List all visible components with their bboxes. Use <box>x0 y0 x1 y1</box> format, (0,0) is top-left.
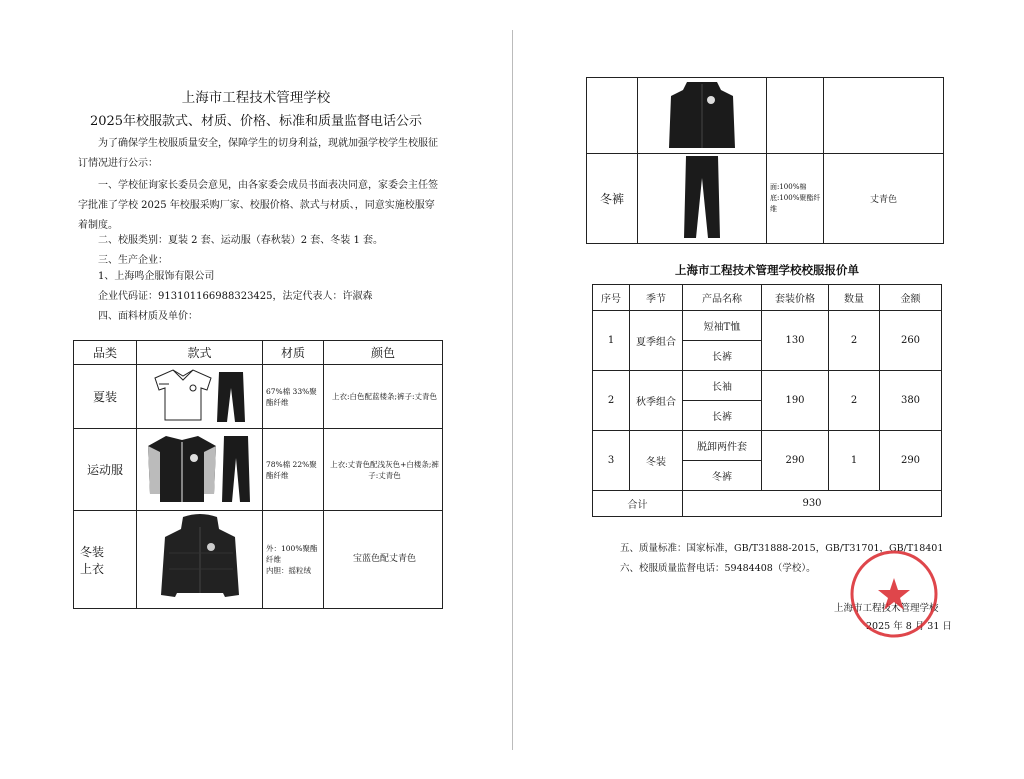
winter-pants-material: 面:100%棉 底:100%聚酯纤维 <box>767 154 824 244</box>
table-row <box>587 154 944 244</box>
col-header: 金额 <box>880 285 942 311</box>
sports-color: 上衣:丈青色配浅灰色+白楼条;裤子:丈青色 <box>324 429 443 511</box>
quality-standard: 五、质量标准：国家标准，GB/T31888-2015，GB/T31701，GB/T18401 <box>620 543 944 554</box>
table-row <box>74 429 443 511</box>
category-sports: 运动服 <box>74 429 137 511</box>
col-header: 序号 <box>593 285 630 311</box>
winter-jacket-image <box>137 511 263 609</box>
winter-material: 外：100%聚酯纤维 内胆：摇粒绒 <box>263 511 324 609</box>
row-item: 长袖 <box>683 371 762 401</box>
row-qty: 2 <box>829 311 880 371</box>
row-qty: 1 <box>829 431 880 491</box>
winter-pants-image <box>638 154 767 244</box>
row-number: 2 <box>593 371 630 431</box>
row-season: 冬装 <box>630 431 683 491</box>
signature-org: 上海市工程技术管理学校 <box>834 603 939 614</box>
section-4: 四、面料材质及单价： <box>98 311 198 322</box>
total-value: 930 <box>683 491 942 517</box>
supervision-phone: 六、校服质量监督电话：59484408（学校）。 <box>620 563 816 574</box>
school-title: 上海市工程技术管理学校 <box>181 90 331 106</box>
total-row <box>593 491 942 517</box>
summer-uniform-image <box>137 365 263 429</box>
total-label: 合计 <box>593 491 683 517</box>
company-name: 1、上海鸣企服饰有限公司 <box>98 271 215 282</box>
material-table <box>73 340 443 609</box>
col-header: 套装价格 <box>762 285 829 311</box>
col-header: 数量 <box>829 285 880 311</box>
section-1: 一、学校征询家长委员会意见，由各家委会成员书面表决同意，家委会主任签字批准了学校 2025 年校服采购厂家、校服价格、款式与材质、，同意实施校服穿着制度。 <box>78 180 438 231</box>
col-header: 品类 <box>74 341 137 365</box>
summer-material: 67%棉 33%聚酯纤维 <box>263 365 324 429</box>
intro-paragraph: 为了确保学生校服质量安全，保障学生的切身利益，现就加强学校学生校服征订情况进行公示： <box>78 138 438 169</box>
winter-color: 宝蓝色配丈青色 <box>324 511 443 609</box>
price-list-title: 上海市工程技术管理学校校服报价单 <box>675 263 859 277</box>
row-price: 290 <box>762 431 829 491</box>
row-price: 190 <box>762 371 829 431</box>
sports-uniform-image <box>137 429 263 511</box>
winter-pants-color: 丈青色 <box>824 154 944 244</box>
row-item: 短袖T恤 <box>683 311 762 341</box>
winter-pants-table <box>586 77 944 244</box>
table-row <box>74 365 443 429</box>
row-price: 130 <box>762 311 829 371</box>
row-item: 长裤 <box>683 341 762 371</box>
section-3: 三、生产企业： <box>98 255 168 266</box>
winter-pants-label: 冬裤 <box>587 154 638 244</box>
row-number: 1 <box>593 311 630 371</box>
row-amount: 260 <box>880 311 942 371</box>
row-item: 脱卸两件套 <box>683 431 762 461</box>
row-amount: 380 <box>880 371 942 431</box>
price-table <box>592 284 942 517</box>
col-header: 材质 <box>263 341 324 365</box>
category-winter: 冬装 上衣 <box>74 511 137 609</box>
category-summer: 夏装 <box>74 365 137 429</box>
winter-jacket-continued-image <box>638 78 767 154</box>
signature-date: 2025 年 8 月 31 日 <box>866 621 952 632</box>
col-header: 颜色 <box>324 341 443 365</box>
row-amount: 290 <box>880 431 942 491</box>
notice-title: 2025年校服款式、材质、价格、标准和质量监督电话公示 <box>89 114 423 129</box>
col-header: 产品名称 <box>683 285 762 311</box>
table-row <box>593 311 942 341</box>
col-header: 季节 <box>630 285 683 311</box>
company-code: 企业代码证：913101166988323425，法定代表人：许淑森 <box>98 291 373 302</box>
table-row <box>593 371 942 401</box>
sports-material: 78%棉 22%聚酯纤维 <box>263 429 324 511</box>
school-seal-stamp <box>848 548 940 640</box>
row-item: 长裤 <box>683 401 762 431</box>
row-qty: 2 <box>829 371 880 431</box>
summer-color: 上衣:白色配蓝楼条;裤子:丈青色 <box>324 365 443 429</box>
row-season: 秋季组合 <box>630 371 683 431</box>
row-season: 夏季组合 <box>630 311 683 371</box>
row-number: 3 <box>593 431 630 491</box>
col-header: 款式 <box>137 341 263 365</box>
section-2: 二、校服类别：夏装 2 套、运动服（春秋装）2 套、冬装 1 套。 <box>98 235 383 246</box>
table-row <box>74 511 443 609</box>
row-item: 冬裤 <box>683 461 762 491</box>
table-row <box>593 431 942 461</box>
